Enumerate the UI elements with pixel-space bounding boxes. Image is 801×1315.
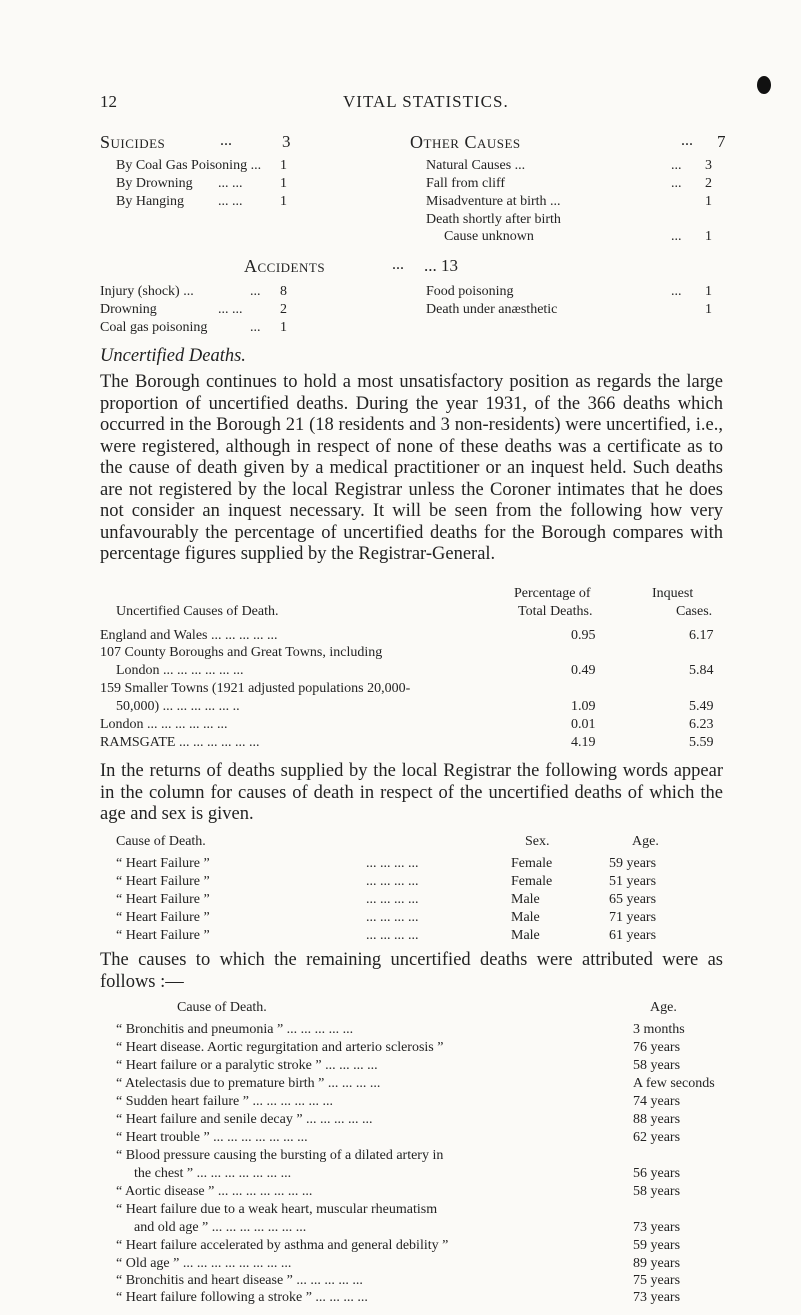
table-row-cause: “ Heart Failure ” <box>116 874 210 889</box>
other-cause-label: Fall from cliff <box>426 176 506 191</box>
other-cause-label: Misadventure at birth ... <box>426 194 561 209</box>
table-row-age: 65 years <box>609 892 657 907</box>
other-cause-count: 1 <box>705 194 712 209</box>
accident-item-label: Food poisoning <box>426 284 514 299</box>
table-row-age: 58 years <box>633 1058 681 1073</box>
table-row-cause: “ Blood pressure causing the bursting of a dilated artery in <box>116 1148 444 1163</box>
table-row-cause: “ Heart failure or a paralytic stroke ” ... ... ... ... <box>116 1058 378 1073</box>
table-row-leader: ... ... ... ... <box>366 856 419 871</box>
table-row-cause: “ Heart trouble ” ... ... ... ... ... ... ... <box>116 1130 308 1145</box>
accident-item-count: 2 <box>280 302 287 317</box>
accident-item-label: Drowning <box>100 302 157 317</box>
col-header: Uncertified Causes of Death. <box>116 604 279 619</box>
accident-item-leader: ... <box>250 284 261 299</box>
accident-item-count: 1 <box>705 302 712 317</box>
table-row-cause: “ Heart disease. Aortic regurgitation and arterio sclerosis ” <box>116 1040 444 1055</box>
other-cause-label: Cause unknown <box>444 229 534 244</box>
accident-item-count: 1 <box>280 320 287 335</box>
suicides-leader: ... <box>220 132 232 149</box>
table-row-age: 61 years <box>609 928 657 943</box>
other-cause-count: 2 <box>705 176 712 191</box>
other-cause-count: 1 <box>705 229 712 244</box>
table-row-leader: ... ... ... ... <box>366 910 419 925</box>
accident-item-count: 8 <box>280 284 287 299</box>
table-row-age: 74 years <box>633 1094 681 1109</box>
page-number: 12 <box>100 92 117 111</box>
table-row-place: 50,000) ... ... ... ... ... .. <box>116 699 240 714</box>
table-row-age: 88 years <box>633 1112 681 1127</box>
table-row-sex: Male <box>511 910 540 925</box>
suicide-item-leader: ... ... <box>218 176 243 191</box>
table-row-place: London ... ... ... ... ... ... <box>100 717 228 732</box>
table-row-inquest: 6.23 <box>689 717 714 732</box>
accident-item-label: Injury (shock) ... <box>100 284 194 299</box>
table-row-inquest: 5.84 <box>689 663 714 678</box>
table-row-cause: “ Sudden heart failure ” ... ... ... ... ... ... <box>116 1094 333 1109</box>
table-row-cause: “ Bronchitis and pneumonia ” ... ... ... ... ... <box>116 1022 354 1037</box>
table-row-inquest: 6.17 <box>689 628 714 643</box>
table-row-cause: “ Heart failure following a stroke ” ... ... ... ... <box>116 1290 368 1305</box>
suicides-total: 3 <box>282 132 291 151</box>
table-row-cause: “ Heart Failure ” <box>116 892 210 907</box>
uncertified-paragraph-3: The causes to which the remaining uncertified deaths were attributed were as follows :— <box>100 950 723 992</box>
suicides-heading: Suicides <box>100 132 166 152</box>
accidents-total: ... 13 <box>424 256 458 275</box>
col-header: Inquest <box>652 586 694 601</box>
table-row-sex: Female <box>511 856 553 871</box>
table-row-place: 107 County Boroughs and Great Towns, including <box>100 645 383 660</box>
other-causes-heading: Other Causes <box>410 132 521 152</box>
col-header: Total Deaths. <box>518 604 593 619</box>
suicide-item-count: 1 <box>280 176 287 191</box>
table-row-cause: “ Heart Failure ” <box>116 928 210 943</box>
accident-item-count: 1 <box>705 284 712 299</box>
table-row-pct: 0.49 <box>571 663 596 678</box>
table-row-sex: Male <box>511 928 540 943</box>
table-row-age: A few seconds <box>633 1076 715 1091</box>
table-row-age: 59 years <box>609 856 657 871</box>
table-row-sex: Female <box>511 874 553 889</box>
accident-item-leader: ... ... <box>218 302 243 317</box>
table-row-cause: “ Old age ” ... ... ... ... ... ... ... ... <box>116 1256 292 1271</box>
table-row-cause: “ Bronchitis and heart disease ” ... ... ... ... ... <box>116 1273 363 1288</box>
accidents-leader: ... <box>392 256 404 273</box>
col-header: Percentage of <box>514 586 591 601</box>
suicide-item-label: By Hanging <box>116 194 185 209</box>
table-row-age: 71 years <box>609 910 657 925</box>
table-row-age: 56 years <box>633 1166 681 1181</box>
table-row-age: 59 years <box>633 1238 681 1253</box>
accidents-heading: Accidents <box>244 256 326 276</box>
suicide-item-count: 1 <box>280 194 287 209</box>
other-cause-label: Death shortly after birth <box>426 212 561 227</box>
col-header: Sex. <box>525 834 550 849</box>
col-header: Age. <box>650 1000 677 1015</box>
other-cause-leader: ... <box>671 158 682 173</box>
table-row-cause: “ Heart failure accelerated by asthma and general debility ” <box>116 1238 449 1253</box>
table-row-age: 73 years <box>633 1290 681 1305</box>
other-cause-leader: ... <box>671 176 682 191</box>
other-causes-total: 7 <box>717 132 726 151</box>
uncertified-heading: Uncertified Deaths. <box>100 346 246 366</box>
accident-item-label: Death under anæsthetic <box>426 302 558 317</box>
table-row-age: 58 years <box>633 1184 681 1199</box>
suicide-item-leader: ... ... <box>218 194 243 209</box>
table-row-cause: “ Heart failure due to a weak heart, muscular rheumatism <box>116 1202 438 1217</box>
other-cause-leader: ... <box>671 229 682 244</box>
table-row-age: 73 years <box>633 1220 681 1235</box>
table-row-age: 3 months <box>633 1022 685 1037</box>
table-row-cause: “ Heart failure and senile decay ” ... ... ... ... ... <box>116 1112 373 1127</box>
ink-blot <box>757 76 771 94</box>
accident-item-leader: ... <box>250 320 261 335</box>
col-header: Age. <box>632 834 659 849</box>
col-header: Cause of Death. <box>116 834 206 849</box>
table-row-age: 62 years <box>633 1130 681 1145</box>
col-header: Cases. <box>676 604 713 619</box>
table-row-cause: and old age ” ... ... ... ... ... ... ... <box>134 1220 307 1235</box>
uncertified-paragraph-2: In the returns of deaths supplied by the local Registrar the following words appear in the column for causes of death in respect of the uncertified deaths of which the age and sex is given. <box>100 761 723 824</box>
table-row-cause: “ Heart Failure ” <box>116 910 210 925</box>
table-row-leader: ... ... ... ... <box>366 928 419 943</box>
table-row-place: 159 Smaller Towns (1921 adjusted populations 20,000- <box>100 681 411 696</box>
table-row-age: 51 years <box>609 874 657 889</box>
table-row-place: England and Wales ... ... ... ... ... <box>100 628 278 643</box>
table-row-pct: 0.01 <box>571 717 596 732</box>
col-header: Cause of Death. <box>177 1000 267 1015</box>
uncertified-paragraph-1: The Borough continues to hold a most unsatisfactory position as regards the large proportion of uncertified deaths. During the year 1931, of the 366 deaths which occurred in the Borough 21 (18 residents and 3 non-residents) were uncertified, i.e., were registered, although in respect of none of these deaths was a certificate as to the cause of death given by a medical practitioner or an inquest held. Such deaths are not registered by the local Registrar unless the Coroner intimates that he does not consider an inquest necessary. It will be seen from the following how very unfavourably the percentage of uncertified deaths for the Borough compares with percentage figures supplied by the Registrar-General. <box>100 372 723 564</box>
table-row-leader: ... ... ... ... <box>366 892 419 907</box>
table-row-sex: Male <box>511 892 540 907</box>
table-row-place: RAMSGATE ... ... ... ... ... ... <box>100 735 260 750</box>
table-row-age: 75 years <box>633 1273 681 1288</box>
accident-item-label: Coal gas poisoning <box>100 320 208 335</box>
table-row-cause: “ Atelectasis due to premature birth ” ... ... ... ... <box>116 1076 381 1091</box>
table-row-age: 89 years <box>633 1256 681 1271</box>
other-cause-label: Natural Causes ... <box>426 158 526 173</box>
table-row-place: London ... ... ... ... ... ... <box>116 663 244 678</box>
suicide-item-label: By Coal Gas Poisoning ... <box>116 158 262 173</box>
table-row-pct: 0.95 <box>571 628 596 643</box>
accident-item-leader: ... <box>671 284 682 299</box>
table-row-pct: 4.19 <box>571 735 596 750</box>
suicide-item-count: 1 <box>280 158 287 173</box>
table-row-inquest: 5.49 <box>689 699 714 714</box>
table-row-cause: the chest ” ... ... ... ... ... ... ... <box>134 1166 292 1181</box>
other-causes-leader: ... <box>681 132 693 149</box>
table-row-age: 76 years <box>633 1040 681 1055</box>
table-row-cause: “ Heart Failure ” <box>116 856 210 871</box>
table-row-cause: “ Aortic disease ” ... ... ... ... ... ... ... <box>116 1184 313 1199</box>
table-row-pct: 1.09 <box>571 699 596 714</box>
suicide-item-label: By Drowning <box>116 176 193 191</box>
running-title: VITAL STATISTICS. <box>343 92 509 111</box>
table-row-inquest: 5.59 <box>689 735 714 750</box>
other-cause-count: 3 <box>705 158 712 173</box>
table-row-leader: ... ... ... ... <box>366 874 419 889</box>
